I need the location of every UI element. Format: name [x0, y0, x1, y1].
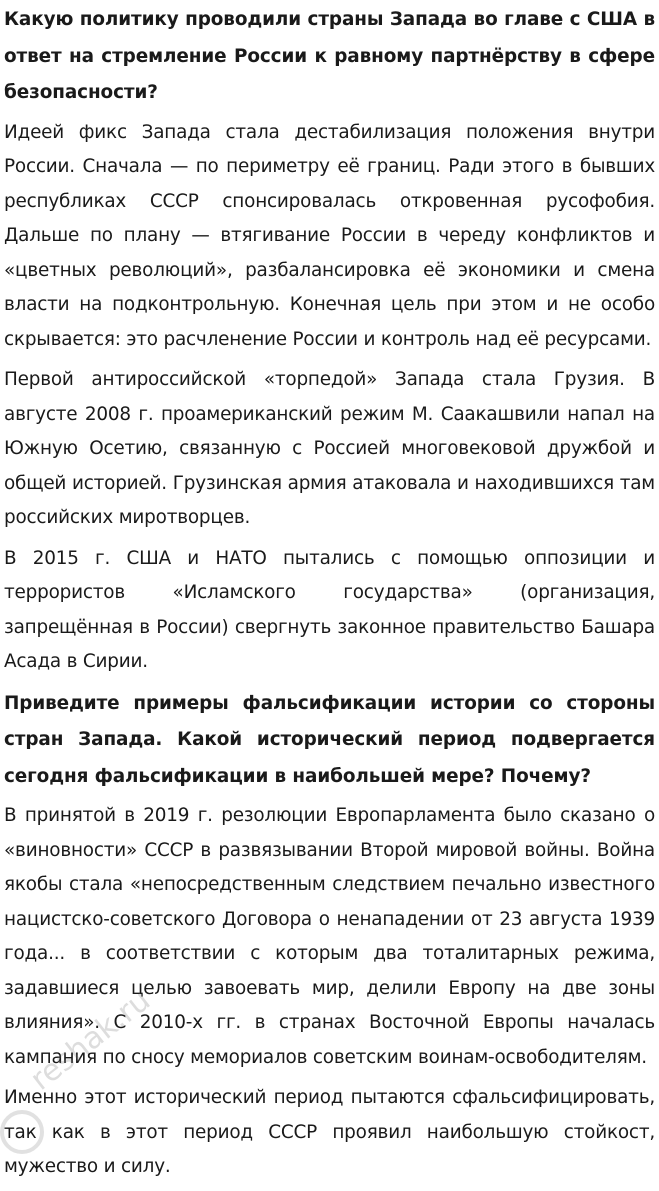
answer-2-paragraph-1: В принятой в 2019 г. резолюции Европарламента было сказано о «виновности» СССР в развязывании Второй мировой войны. Война якобы стала «непосредственным следствием печально известного нацистско-советского Договора о ненападении от 23 августа 1939 года... в соответствии с которым два тоталитарных режима, задавшиеся целью завоевать мир, делили Европу на две зоны влияния». С 2010-х гг. в странах Восточной Европы началась кампания по сносу мемориалов советским воинам-освободителям. — [4, 805, 655, 1068]
answer-1-paragraph-3: В 2015 г. США и НАТО пытались с помощью оппозиции и террористов «Исламского государства» (организация, запрещённая в России) свергнуть законное правительство Башара Асада в Сирии. — [4, 547, 655, 672]
answer-1-paragraph-1: Идеей фикс Запада стала дестабилизация положения внутри России. Сначала — по периметру её границ. Ради этого в бывших республиках СССР спонсировалась откровенная русофобия. Дальше по плану — втягивание России в череду конфликтов и «цветных революций», разбалансировка её экономики и смена власти на подконтрольную. Конечная цель при этом и не особо скрывается: это расчленение России и контроль над её ресурсами. — [4, 121, 655, 350]
question-2: Приведите примеры фальсификации истории со стороны стран Запада. Какой исторический период подвергается сегодня фальсификации в наибольшей мере? Почему? — [4, 692, 655, 787]
question-1: Какую политику проводили страны Запада во главе с США в ответ на стремление России к равному партнёрству в сфере безопасности? — [4, 9, 655, 103]
watermark-text: reshak.ru — [24, 982, 157, 1098]
answer-2-paragraph-2: Именно этот исторический период пытаются сфальсифицировать, так как в этот период СССР проявил наибольшую стойкост, мужество и силу. — [4, 1087, 655, 1177]
answer-1-paragraph-2: Первой антироссийской «торпедой» Запада стала Грузия. В августе 2008 г. проамериканский режим М. Саакашвили напал на Южную Осетию, связанную с Россией многовековой дружбой и общей историей. Грузинская армия атаковала и находившихся там российских миротворцев. — [4, 369, 655, 528]
